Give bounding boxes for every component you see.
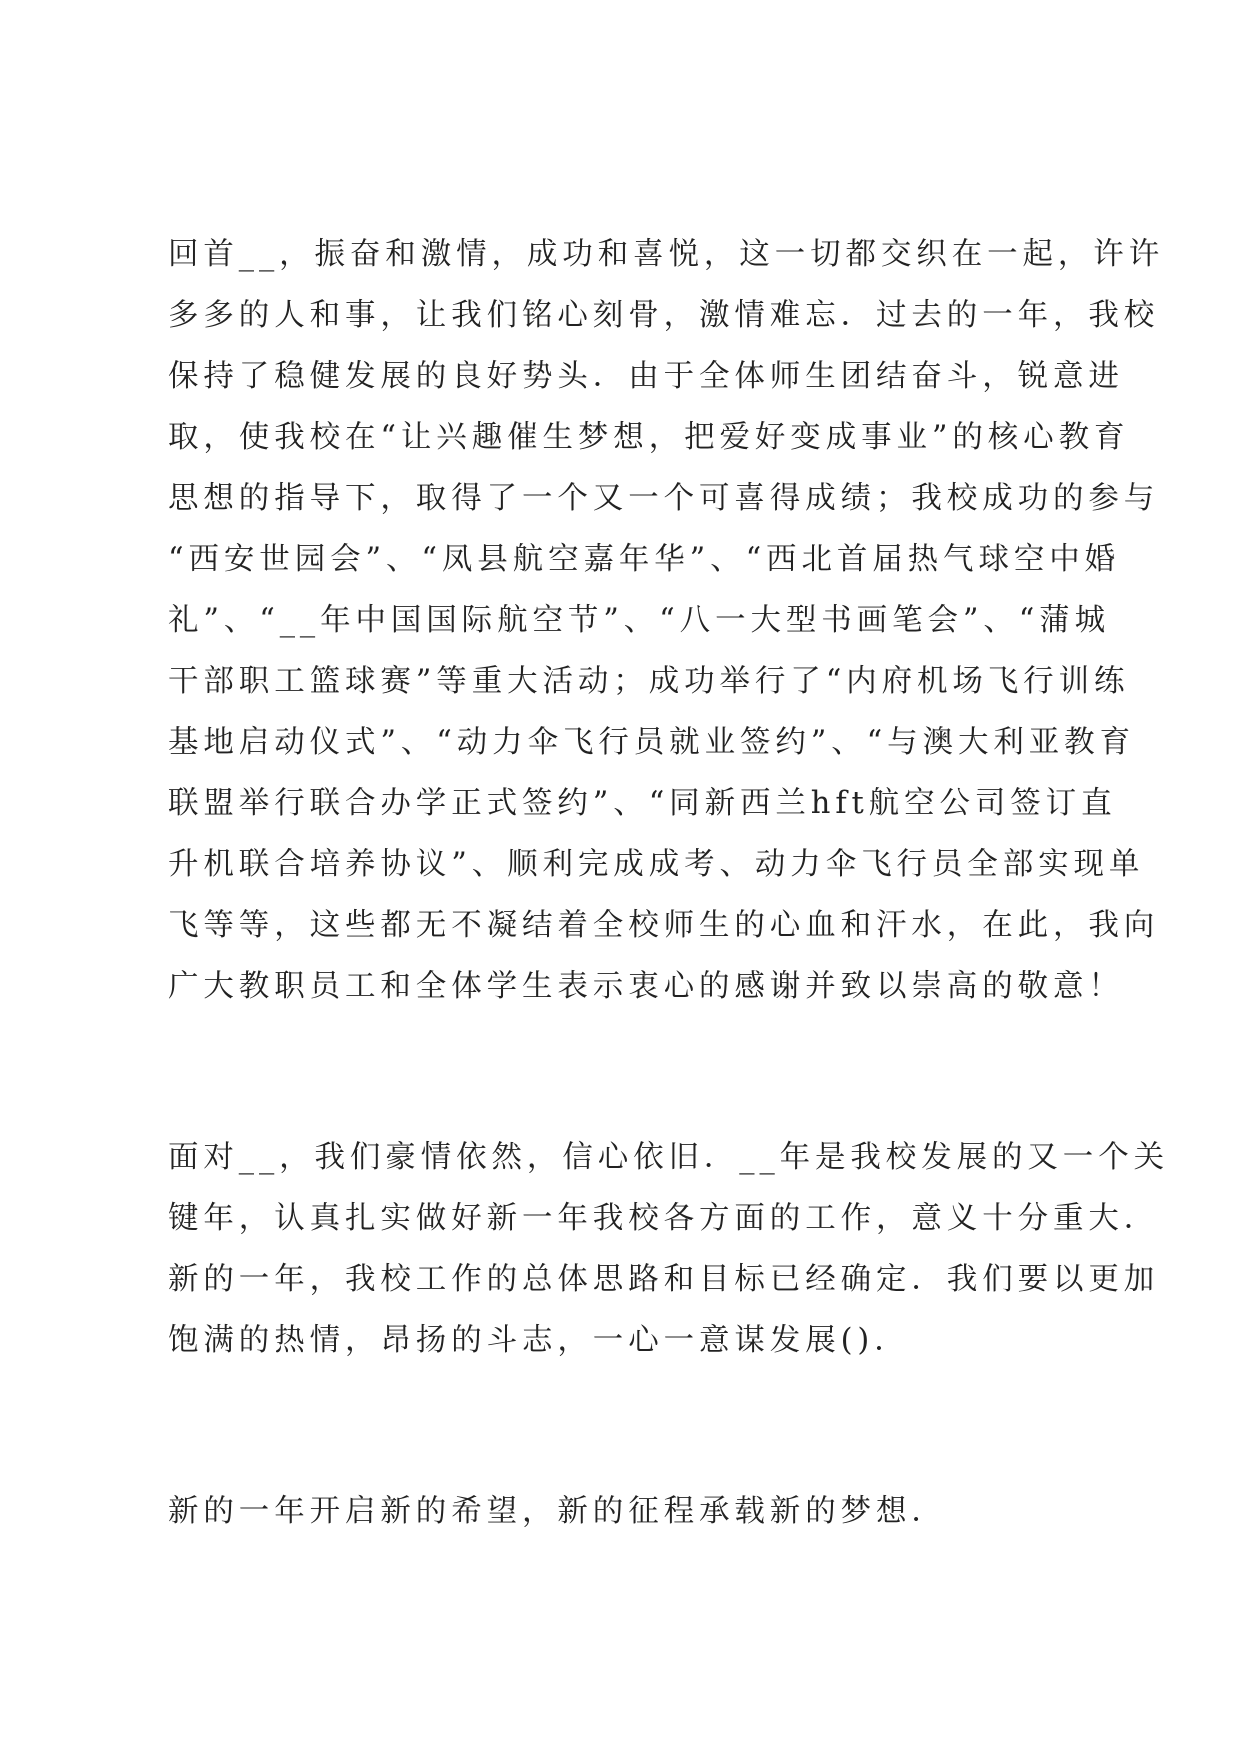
paragraph-line: 保持了稳健发展的良好势头．由于全体师生团结奋斗，锐意进 (168, 359, 1124, 394)
paragraph-line: 思想的指导下，取得了一个又一个可喜得成绩；我校成功的参与 (168, 481, 1160, 516)
paragraph-line: 飞等等，这些都无不凝结着全校师生的心血和汗水，在此，我向 (168, 908, 1160, 943)
paragraph-line: 广大教职员工和全体学生表示衷心的感谢并致以崇高的敬意！ (168, 969, 1124, 1004)
paragraph-line: 礼”、“__年中国国际航空节”、“八一大型书画笔会”、“蒲城 (168, 603, 1111, 638)
paragraph-1 (168, 224, 1165, 1017)
paragraph-line: 新的一年开启新的希望，新的征程承载新的梦想． (168, 1494, 947, 1529)
paragraph-line: 基地启动仪式”、“动力伞飞行员就业签约”、“与澳大利亚教育 (168, 725, 1135, 760)
paragraph-line: “西安世园会”、“凤县航空嘉年华”、“西北首届热气球空中婚 (168, 542, 1121, 577)
paragraph-line: 取，使我校在“让兴趣催生梦想，把爱好变成事业”的核心教育 (168, 420, 1130, 455)
document-body (168, 224, 1169, 1542)
paragraph-line: 多多的人和事，让我们铭心刻骨，激情难忘．过去的一年，我校 (168, 298, 1160, 333)
paragraph-line: 联盟举行联合办学正式签约”、“同新西兰hft航空公司签订直 (168, 786, 1117, 821)
paragraph-line: 新的一年，我校工作的总体思路和目标已经确定．我们要以更加 (168, 1262, 1160, 1297)
paragraph-spacer (168, 1017, 1088, 1127)
paragraph-line: 回首__，振奋和激情，成功和喜悦，这一切都交织在一起，许许 (168, 237, 1165, 272)
paragraph-spacer (168, 1371, 1088, 1481)
paragraph-3 (168, 1481, 1088, 1542)
paragraph-line: 干部职工篮球赛”等重大活动；成功举行了“内府机场飞行训练 (168, 664, 1130, 699)
paragraph-2 (168, 1127, 1169, 1371)
paragraph-line: 升机联合培养协议”、顺利完成成考、动力伞飞行员全部实现单 (168, 847, 1145, 882)
paragraph-line: 键年，认真扎实做好新一年我校各方面的工作，意义十分重大． (168, 1201, 1160, 1236)
paragraph-line: 饱满的热情，昂扬的斗志，一心一意谋发展()． (168, 1323, 910, 1358)
paragraph-line: 面对__，我们豪情依然，信心依旧．__年是我校发展的又一个关 (168, 1140, 1169, 1175)
